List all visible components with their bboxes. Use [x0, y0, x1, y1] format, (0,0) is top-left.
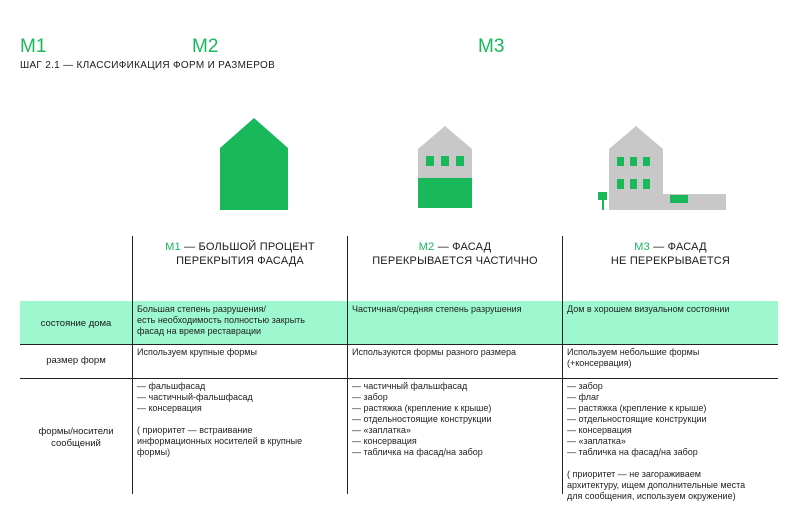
- cell-line: Используются формы разного размера: [352, 347, 516, 357]
- cell-line: Используем крупные формы: [137, 347, 257, 357]
- column-header-m2: [348, 240, 562, 268]
- cell-line: — растяжка (крепление к крыше): [352, 403, 492, 413]
- row-label-state: состояние дома: [40, 318, 112, 329]
- cell-spacer: [137, 414, 302, 425]
- cell-line: для сообщения, используем окружение): [567, 491, 736, 501]
- column-code: М1: [165, 241, 181, 253]
- cell-line: — консервация: [567, 425, 632, 435]
- column-header-m3: [563, 240, 778, 268]
- cell-carriers-m3: [567, 381, 745, 502]
- cell-line: есть необходимость полностью закрыть: [137, 315, 305, 325]
- column-title-line1: — БОЛЬШОЙ ПРОЦЕНТ: [180, 241, 315, 253]
- column-title-line2: ПЕРЕКРЫТИЯ ФАСАДА: [176, 255, 304, 267]
- house-partially-covered-icon: [418, 126, 472, 208]
- cell-size-m3: [567, 347, 699, 369]
- column-title-line1: — ФАСАД: [434, 241, 492, 253]
- cell-state-m2: [352, 304, 522, 315]
- cell-line: (+консервация): [567, 358, 632, 368]
- cell-line: — табличка на фасад/на забор: [567, 447, 698, 457]
- row-label-line: формы/носители: [38, 426, 114, 437]
- cell-line: архитектуру, ищем дополнительные места: [567, 480, 746, 490]
- house-fully-covered-icon: [220, 118, 288, 210]
- cell-size-m2: [352, 347, 516, 358]
- cell-line: — отдельностоящие конструкции: [352, 414, 492, 424]
- column-code: М3: [634, 241, 650, 253]
- step-title: ШАГ 2.1 — КЛАССИФИКАЦИЯ ФОРМ И РАЗМЕРОВ: [20, 60, 276, 71]
- table-line: [20, 344, 778, 345]
- cell-line: — табличка на фасад/на забор: [352, 447, 483, 457]
- column-title-line2: НЕ ПЕРЕКРЫВАЕТСЯ: [610, 255, 731, 267]
- cell-line: ( приоритет — не загораживаем: [567, 469, 701, 479]
- column-divider: [132, 236, 133, 494]
- row-label-size: размер форм: [46, 355, 106, 366]
- cell-line: — консервация: [137, 403, 202, 413]
- row-label-carriers: [20, 426, 132, 450]
- cell-line: — забор: [352, 392, 388, 402]
- cell-carriers-m1: [137, 381, 302, 458]
- m2-label: М2: [192, 36, 219, 57]
- cell-line: — «заплатка»: [352, 425, 411, 435]
- m1-label: М1: [20, 36, 47, 57]
- column-divider: [562, 236, 563, 494]
- cell-line: — частичный фальшфасад: [352, 381, 468, 391]
- cell-line: — забор: [567, 381, 603, 391]
- row-label-line: сообщений: [51, 438, 101, 449]
- cell-spacer: [567, 458, 745, 469]
- column-title-line1: — ФАСАД: [649, 241, 707, 253]
- cell-line: — консервация: [352, 436, 417, 446]
- table-line: [20, 378, 778, 379]
- cell-state-m1: [137, 304, 305, 337]
- cell-line: информационных носителей в крупные: [137, 436, 303, 446]
- m3-label: М3: [478, 36, 505, 57]
- cell-line: — «заплатка»: [567, 436, 626, 446]
- cell-line: — частичный-фальшфасад: [137, 392, 253, 402]
- cell-line: Дом в хорошем визуальном состоянии: [567, 304, 730, 314]
- cell-line: Используем небольшие формы: [567, 347, 700, 357]
- cell-line: — фальшфасад: [137, 381, 206, 391]
- cell-line: ( приоритет — встраивание: [137, 425, 253, 435]
- cell-line: — флаг: [567, 392, 600, 402]
- house-uncovered-icon: [590, 126, 726, 210]
- cell-line: — отдельностоящие конструкции: [567, 414, 707, 424]
- cell-line: — растяжка (крепление к крыше): [567, 403, 707, 413]
- cell-size-m1: [137, 347, 257, 358]
- cell-line: формы): [137, 447, 171, 457]
- cell-line: фасад на время реставрации: [137, 326, 262, 336]
- cell-carriers-m2: [352, 381, 492, 458]
- cell-line: Частичная/средняя степень разрушения: [352, 304, 522, 314]
- cell-line: Большая степень разрушения/: [137, 304, 266, 314]
- cell-state-m3: [567, 304, 729, 315]
- column-divider: [347, 236, 348, 494]
- column-title-line2: ПЕРЕКРЫВАЕТСЯ ЧАСТИЧНО: [372, 255, 538, 267]
- column-header-m1: [133, 240, 347, 268]
- column-code: М2: [418, 241, 435, 253]
